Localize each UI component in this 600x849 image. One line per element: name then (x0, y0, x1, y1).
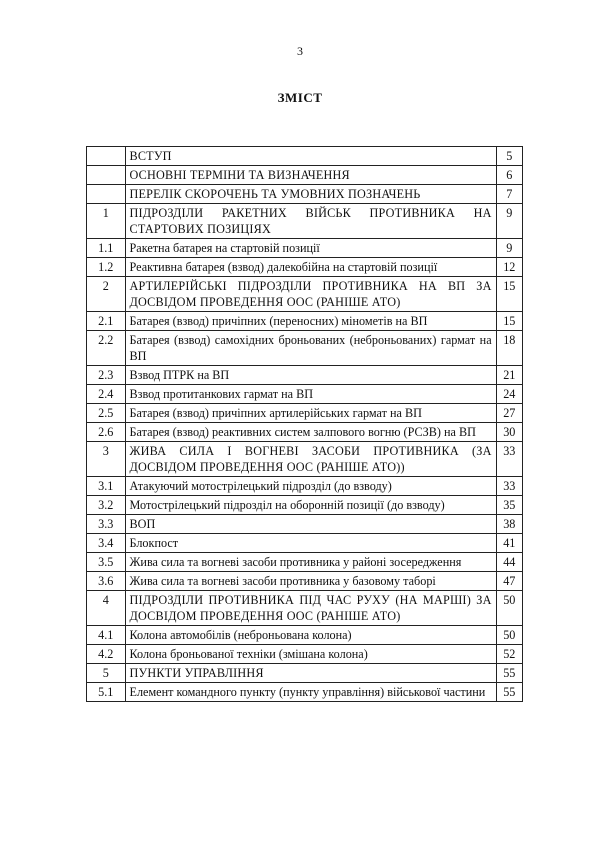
section-title: ПІДРОЗДІЛИ РАКЕТНИХ ВІЙСЬК ПРОТИВНИКА НА СТАРТОВИХ ПОЗИЦІЯХ (125, 204, 496, 239)
section-number: 2 (87, 277, 126, 312)
table-row (87, 442, 523, 477)
section-page: 12 (496, 258, 522, 277)
section-number: 2.1 (87, 312, 126, 331)
section-page: 33 (496, 442, 522, 477)
section-title: Батарея (взвод) реактивних систем залпового вогню (РСЗВ) на ВП (125, 423, 496, 442)
table-row (87, 277, 523, 312)
table-row (87, 204, 523, 239)
section-number: 2.2 (87, 331, 126, 366)
section-number: 4.2 (87, 645, 126, 664)
table-row (87, 423, 523, 442)
table-row (87, 239, 523, 258)
section-page: 55 (496, 683, 522, 702)
table-row (87, 626, 523, 645)
section-page: 50 (496, 591, 522, 626)
table-row (87, 664, 523, 683)
table-row (87, 404, 523, 423)
table-row (87, 312, 523, 331)
section-page: 15 (496, 312, 522, 331)
section-title: Блокпост (125, 534, 496, 553)
table-row (87, 645, 523, 664)
section-number: 5 (87, 664, 126, 683)
section-number: 1.1 (87, 239, 126, 258)
section-number: 2.6 (87, 423, 126, 442)
section-number: 4.1 (87, 626, 126, 645)
section-title: Мотострілецький підрозділ на оборонній позиції (до взводу) (125, 496, 496, 515)
section-page: 52 (496, 645, 522, 664)
section-page: 27 (496, 404, 522, 423)
section-number: 2.4 (87, 385, 126, 404)
toc-body (87, 147, 523, 702)
table-row (87, 477, 523, 496)
section-title: Батарея (взвод) причіпних (переносних) мінометів на ВП (125, 312, 496, 331)
section-number (87, 166, 126, 185)
table-row (87, 366, 523, 385)
page-number: 3 (297, 44, 303, 58)
page-title: ЗМІСТ (277, 90, 323, 105)
section-number: 2.3 (87, 366, 126, 385)
table-row (87, 331, 523, 366)
table-row (87, 185, 523, 204)
section-title: ЖИВА СИЛА І ВОГНЕВІ ЗАСОБИ ПРОТИВНИКА (ЗА ДОСВІДОМ ПРОВЕДЕННЯ ООС (РАНІШЕ АТО)) (125, 442, 496, 477)
section-number: 3.1 (87, 477, 126, 496)
section-number: 3 (87, 442, 126, 477)
section-page: 47 (496, 572, 522, 591)
section-title: Жива сила та вогневі засоби противника у районі зосередження (125, 553, 496, 572)
table-row (87, 385, 523, 404)
section-page: 38 (496, 515, 522, 534)
section-page: 24 (496, 385, 522, 404)
section-title: ПІДРОЗДІЛИ ПРОТИВНИКА ПІД ЧАС РУХУ (НА МАРШІ) ЗА ДОСВІДОМ ПРОВЕДЕННЯ ООС (РАНІШЕ АТО) (125, 591, 496, 626)
section-page: 35 (496, 496, 522, 515)
section-title: Ракетна батарея на стартовій позиції (125, 239, 496, 258)
section-title: АРТИЛЕРІЙСЬКІ ПІДРОЗДІЛИ ПРОТИВНИКА НА ВП ЗА ДОСВІДОМ ПРОВЕДЕННЯ ООС (РАНІШЕ АТО) (125, 277, 496, 312)
section-number: 3.2 (87, 496, 126, 515)
section-title: ПУНКТИ УПРАВЛІННЯ (125, 664, 496, 683)
section-number: 3.5 (87, 553, 126, 572)
section-title: ВСТУП (125, 147, 496, 166)
section-title: Реактивна батарея (взвод) далекобійна на стартовій позиції (125, 258, 496, 277)
table-row (87, 496, 523, 515)
section-title: Жива сила та вогневі засоби противника у базовому таборі (125, 572, 496, 591)
table-row (87, 166, 523, 185)
section-page: 6 (496, 166, 522, 185)
section-number: 5.1 (87, 683, 126, 702)
section-title: Елемент командного пункту (пункту управління) військової частини (125, 683, 496, 702)
section-title: Взвод протитанкових гармат на ВП (125, 385, 496, 404)
section-page: 9 (496, 204, 522, 239)
section-number: 1.2 (87, 258, 126, 277)
section-number: 3.6 (87, 572, 126, 591)
section-page: 18 (496, 331, 522, 366)
table-of-contents (86, 146, 523, 702)
section-page: 55 (496, 664, 522, 683)
section-page: 41 (496, 534, 522, 553)
section-number (87, 185, 126, 204)
section-page: 33 (496, 477, 522, 496)
section-number: 3.3 (87, 515, 126, 534)
table-row (87, 534, 523, 553)
table-row (87, 147, 523, 166)
section-title: ОСНОВНІ ТЕРМІНИ ТА ВИЗНАЧЕННЯ (125, 166, 496, 185)
section-page: 50 (496, 626, 522, 645)
section-title: Колона броньованої техніки (змішана колона) (125, 645, 496, 664)
section-page: 21 (496, 366, 522, 385)
section-number: 3.4 (87, 534, 126, 553)
section-number (87, 147, 126, 166)
table-row (87, 258, 523, 277)
table-row (87, 591, 523, 626)
section-title: Взвод ПТРК на ВП (125, 366, 496, 385)
section-title: Атакуючий мотострілецький підрозділ (до взводу) (125, 477, 496, 496)
section-page: 9 (496, 239, 522, 258)
section-title: Батарея (взвод) причіпних артилерійських гармат на ВП (125, 404, 496, 423)
section-title: Колона автомобілів (неброньована колона) (125, 626, 496, 645)
section-number: 2.5 (87, 404, 126, 423)
section-title: Батарея (взвод) самохідних броньованих (неброньованих) гармат на ВП (125, 331, 496, 366)
section-page: 5 (496, 147, 522, 166)
table-row (87, 683, 523, 702)
table-row (87, 553, 523, 572)
section-number: 1 (87, 204, 126, 239)
section-number: 4 (87, 591, 126, 626)
section-page: 7 (496, 185, 522, 204)
section-title: ВОП (125, 515, 496, 534)
table-row (87, 572, 523, 591)
section-page: 44 (496, 553, 522, 572)
section-page: 15 (496, 277, 522, 312)
table-row (87, 515, 523, 534)
section-title: ПЕРЕЛІК СКОРОЧЕНЬ ТА УМОВНИХ ПОЗНАЧЕНЬ (125, 185, 496, 204)
section-page: 30 (496, 423, 522, 442)
